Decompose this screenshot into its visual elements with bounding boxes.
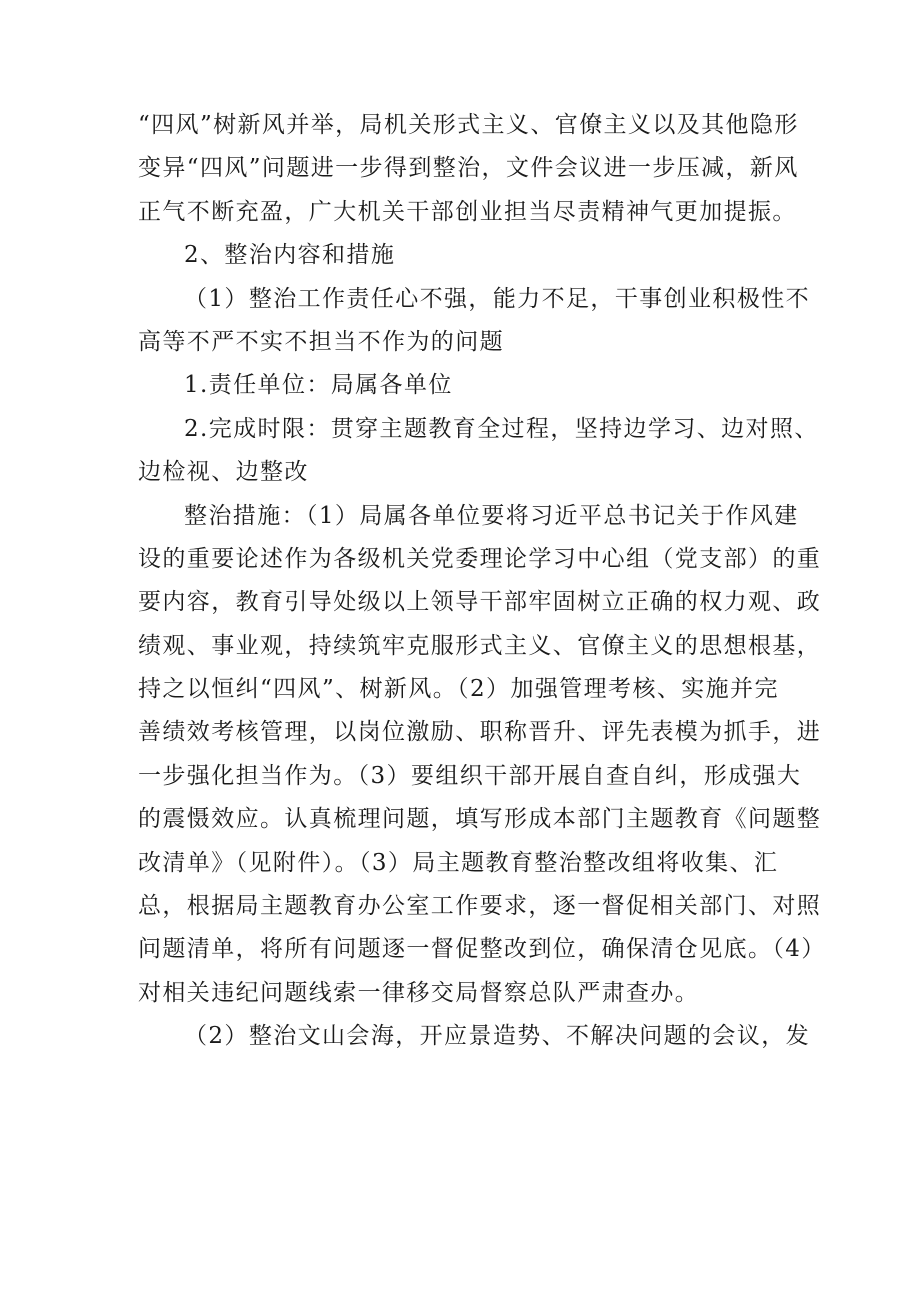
text-line: 要内容，教育引导处级以上领导干部牢固树立正确的权力观、政 — [138, 589, 822, 616]
text-line: 一步强化担当作为。（3）要组织干部开展自查自纠，形成强大 — [138, 762, 802, 789]
text-line: 持之以恒纠“四风”、树新风。（2）加强管理考核、实施并完 — [138, 676, 779, 703]
text-line: 正气不断充盈，广大机关干部创业担当尽责精神气更加提振。 — [138, 198, 797, 225]
text-line: 问题清单，将所有问题逐一督促整改到位，确保清仓见底。（4） — [138, 936, 826, 963]
text-line: （1）整治工作责任心不强，能力不足，干事创业积极性不 — [184, 285, 811, 312]
text-line: 设的重要论述作为各级机关党委理论学习中心组（党支部）的重 — [138, 545, 822, 572]
text-line: 改清单》（见附件）。（3）局主题教育整治整改组将收集、汇 — [138, 849, 779, 876]
text-line: 善绩效考核管理，以岗位激励、职称晋升、评先表模为抓手，进 — [138, 719, 822, 746]
text-line: 2.完成时限：贯穿主题教育全过程，坚持边学习、边对照、 — [184, 415, 819, 442]
document-body — [138, 104, 826, 1059]
text-line: “四风”树新风并举，局机关形式主义、官僚主义以及其他隐形 — [138, 112, 799, 138]
text-line: 变异“四风”问题进一步得到整治，文件会议进一步压减，新风 — [138, 155, 799, 182]
text-line: 1.责任单位：局属各单位 — [184, 372, 453, 399]
text-line: 2、整治内容和措施 — [184, 242, 396, 269]
text-line: 的震慑效应。认真梳理问题，填写形成本部门主题教育《问题整 — [138, 806, 822, 833]
text-line: 绩观、事业观，持续筑牢克服形式主义、官僚主义的思想根基， — [138, 632, 822, 659]
text-line: 整治措施：（1）局属各单位要将习近平总书记关于作风建 — [184, 502, 799, 529]
text-line: （2）整治文山会海，开应景造势、不解决问题的会议，发 — [184, 1023, 811, 1050]
text-line: 高等不严不实不担当不作为的问题 — [138, 328, 504, 355]
text-line: 总，根据局主题教育办公室工作要求，逐一督促相关部门、对照 — [138, 893, 822, 920]
text-line: 边检视、边整改 — [138, 459, 309, 486]
text-line: 对相关违纪问题线索一律移交局督察总队严肃查办。 — [138, 979, 700, 1006]
